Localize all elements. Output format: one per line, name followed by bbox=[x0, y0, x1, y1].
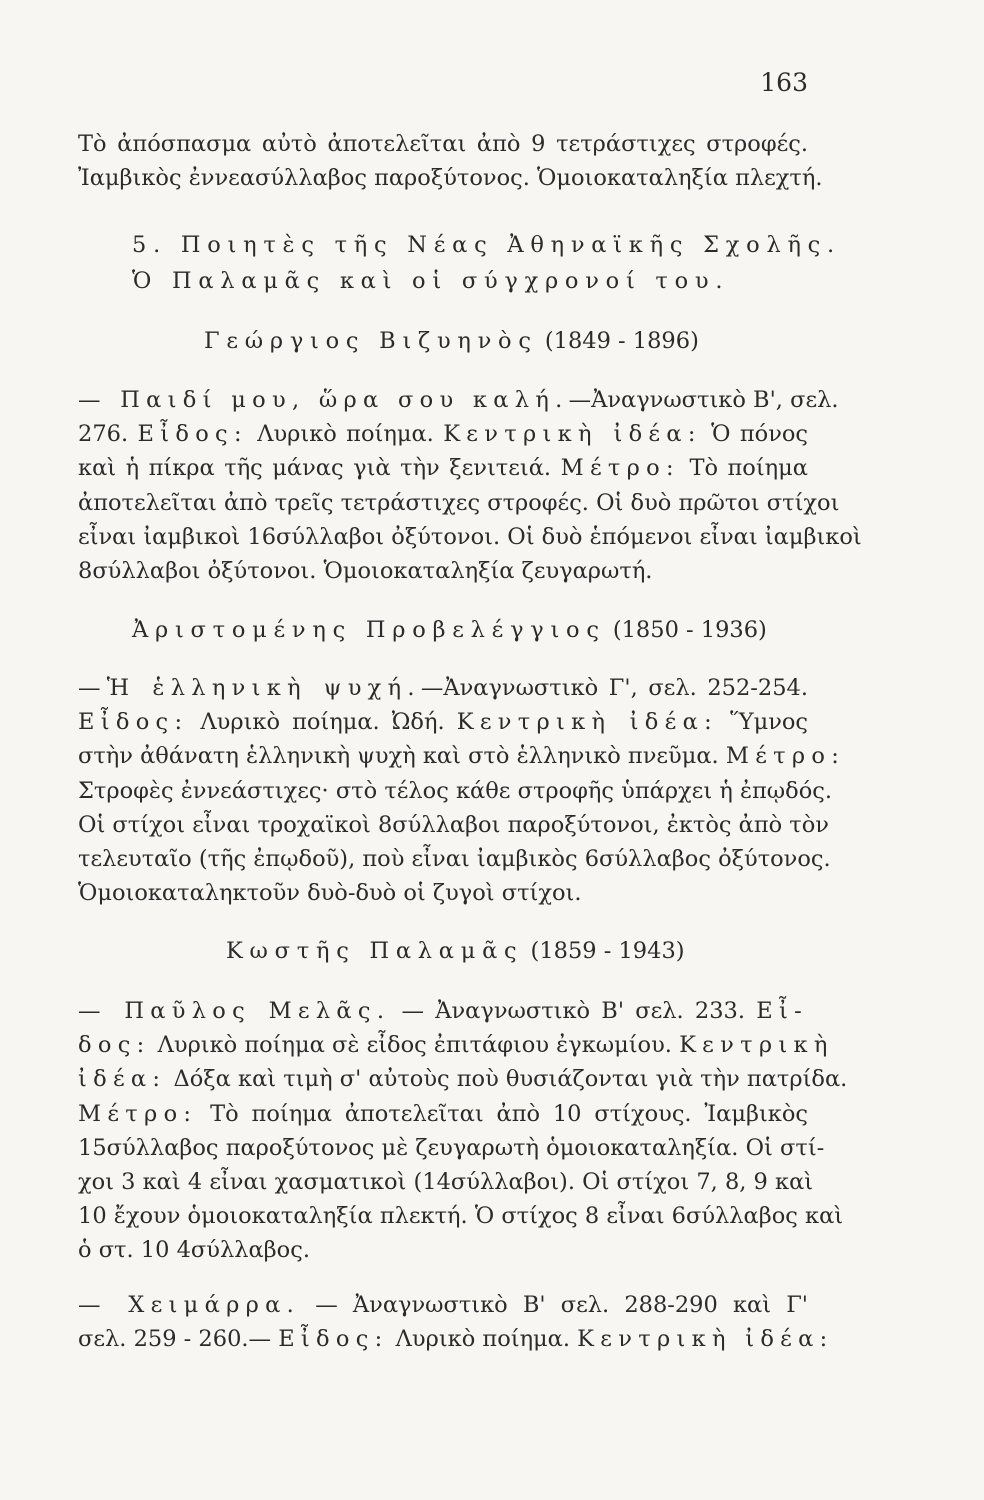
text-span: Λυρικὸ ποίημα σὲ εἶδος ἐπιτάφιου ἐγκωμίου. bbox=[157, 1032, 672, 1059]
author-name: Ἀριστομένης Προβελέγγιος bbox=[132, 617, 606, 643]
text-line bbox=[78, 739, 846, 773]
author-heading-vizyinos bbox=[204, 328, 699, 354]
label-kentriki-idea: Κεντρικὴ ἰδέα: bbox=[577, 1325, 834, 1352]
text-line bbox=[78, 1028, 834, 1062]
section-title: 5. Ποιητὲς τῆς Νέας Ἀθηναϊκῆς Σχολῆς. bbox=[132, 232, 841, 258]
text-span: Τὸ ποίημα bbox=[689, 455, 808, 482]
label-eidos-end: δος: bbox=[78, 1032, 151, 1059]
vizyinos-paragraph bbox=[78, 383, 862, 588]
text-line bbox=[78, 994, 808, 1028]
text-span: Τὸ ποίημα ἀποτελεῖται ἀπὸ 10 στίχους. Ἰαμβικὸς bbox=[210, 1100, 808, 1127]
text-line: Ὁμοιοκαταληκτοῦν δυὸ-δυὸ οἱ ζυγοὶ στίχοι. bbox=[78, 880, 582, 907]
label-eidos: Εἶδος: bbox=[278, 1325, 389, 1352]
label-eidos-start: Εἶ- bbox=[756, 998, 809, 1024]
section-subheading bbox=[132, 268, 729, 294]
text-span: Λυρικὸ ποίημα. bbox=[257, 421, 434, 448]
text-line bbox=[78, 1322, 834, 1356]
label-metro: Μέτρο: bbox=[560, 455, 680, 482]
poem-title: — Παῦλος Μελᾶς. bbox=[78, 998, 391, 1024]
label-kentriki-idea: Κεντρικὴ ἰδέα: bbox=[443, 421, 702, 448]
text-line: Τὸ ἀπόσπασμα αὐτὸ ἀποτελεῖται ἀπὸ 9 τετράστιχες στροφές. bbox=[78, 131, 808, 157]
label-metro: Μέτρο: bbox=[725, 743, 846, 770]
author-heading-provelengios bbox=[132, 617, 767, 643]
provelengios-paragraph bbox=[78, 671, 846, 910]
text-line bbox=[78, 417, 808, 451]
page-number: 163 bbox=[760, 68, 808, 97]
text-line: εἶναι ἰαμβικοὶ 16σύλλαβοι ὀξύτονοι. Οἱ δυὸ ἑπόμενοι εἶναι ἰαμβικοὶ bbox=[78, 523, 862, 550]
text-span: στὴν ἀθάνατη ἑλληνικὴ ψυχὴ καὶ στὸ ἑλληνικὸ πνεῦμα. bbox=[78, 743, 719, 770]
text-span: Λυρικὸ ποίημα. Ὠδή. bbox=[200, 709, 445, 736]
text-span: σελ. 259 - 260.— bbox=[78, 1325, 279, 1352]
palamas-paragraph bbox=[78, 994, 848, 1356]
text-line bbox=[78, 383, 839, 417]
poem-title: — Χειμάρρα. bbox=[78, 1291, 301, 1318]
text-span: — Ἀναγνωστικὸ Β' σελ. 288-290 καὶ Γ' bbox=[315, 1291, 808, 1318]
text-line bbox=[78, 1062, 848, 1096]
section-subtitle: Ὁ Παλαμᾶς καὶ οἱ σύγχρονοί του. bbox=[132, 268, 730, 294]
text-span: Λυρικὸ ποίημα. bbox=[395, 1325, 571, 1352]
text-line: ὁ στ. 10 4σύλλαβος. bbox=[78, 1237, 310, 1264]
text-span: Ὕμνος bbox=[730, 709, 809, 736]
poem-title: — Παιδί μου, ὥρα σου καλή. bbox=[78, 387, 569, 413]
text-line: τελευταῖο (τῆς ἐπῳδοῦ), ποὺ εἶναι ἰαμβικὸς 6σύλλαβος ὀξύτονος. bbox=[78, 846, 831, 873]
label-idea: ἰδέα: bbox=[78, 1066, 167, 1093]
text-line bbox=[78, 705, 808, 739]
text-line bbox=[78, 671, 808, 705]
text-line: Οἱ στίχοι εἶναι τροχαϊκοὶ 8σύλλαβοι παροξύτονοι, ἐκτὸς ἀπὸ τὸν bbox=[78, 811, 829, 838]
text-line: 10 ἔχουν ὁμοιοκαταληξία πλεκτή. Ὁ στίχος 8 εἶναι 6σύλλαβος καὶ bbox=[78, 1203, 844, 1230]
label-eidos: Εἶδος: bbox=[78, 709, 189, 736]
author-heading-palamas bbox=[226, 938, 685, 964]
label-eidos: Εἶδος: bbox=[137, 421, 248, 448]
author-years: (1849 - 1896) bbox=[544, 328, 699, 354]
text-line bbox=[78, 1097, 808, 1131]
label-kentriki: Κεντρικὴ bbox=[679, 1032, 834, 1059]
text-span: Ὁ πόνος bbox=[711, 421, 809, 448]
text-line bbox=[78, 1288, 808, 1322]
label-kentriki-idea: Κεντρικὴ ἰδέα: bbox=[456, 709, 718, 736]
poem-title: —Ἡ ἑλληνικὴ ψυχή. bbox=[78, 675, 421, 701]
text-line: 8σύλλαβοι ὀξύτονοι. Ὁμοιοκαταληξία ζευγαρωτή. bbox=[78, 558, 653, 585]
intro-paragraph bbox=[78, 127, 823, 195]
text-span: Δόξα καὶ τιμὴ σ' αὐτοὺς ποὺ θυσιάζονται γιὰ τὴν πατρίδα. bbox=[173, 1066, 848, 1093]
text-line: 15σύλλαβος παροξύτονος μὲ ζευγαρωτὴ ὁμοιοκαταληξία. Οἱ στί- bbox=[78, 1134, 825, 1161]
author-name: Γεώργιος Βιζυηνὸς bbox=[204, 328, 538, 354]
text-line: ἀποτελεῖται ἀπὸ τρεῖς τετράστιχες στροφές. Οἱ δυὸ πρῶτοι στίχοι bbox=[78, 489, 840, 516]
text-line: χοι 3 καὶ 4 εἶναι χασματικοὶ (14σύλλαβοι). Οἱ στίχοι 7, 8, 9 καὶ bbox=[78, 1169, 814, 1196]
author-years: (1859 - 1943) bbox=[530, 938, 685, 964]
text-span: — Ἀναγνωστικὸ Β' σελ. 233. bbox=[401, 998, 746, 1024]
text-span: —Ἀναγνωστικὸ Γ', σελ. 252-254. bbox=[420, 675, 809, 701]
section-heading bbox=[132, 232, 841, 258]
text-span: 276. bbox=[78, 421, 129, 448]
text-line bbox=[78, 451, 808, 485]
label-metro: Μέτρο: bbox=[78, 1100, 198, 1127]
text-line: Στροφὲς ἐννεάστιχες· στὸ τέλος κάθε στροφῆς ὑπάρχει ἡ ἐπῳδός. bbox=[78, 777, 833, 804]
author-name: Κωστῆς Παλαμᾶς bbox=[226, 938, 524, 964]
text-span: καὶ ἡ πίκρα τῆς μάνας γιὰ τὴν ξενιτειά. bbox=[78, 455, 552, 482]
text-span: —Ἀναγνωστικὸ Β', σελ. bbox=[568, 387, 839, 413]
author-years: (1850 - 1936) bbox=[612, 617, 767, 643]
text-line: Ἰαμβικὸς ἐννεασύλλαβος παροξύτονος. Ὁμοιοκαταληξία πλεχτή. bbox=[78, 165, 823, 192]
